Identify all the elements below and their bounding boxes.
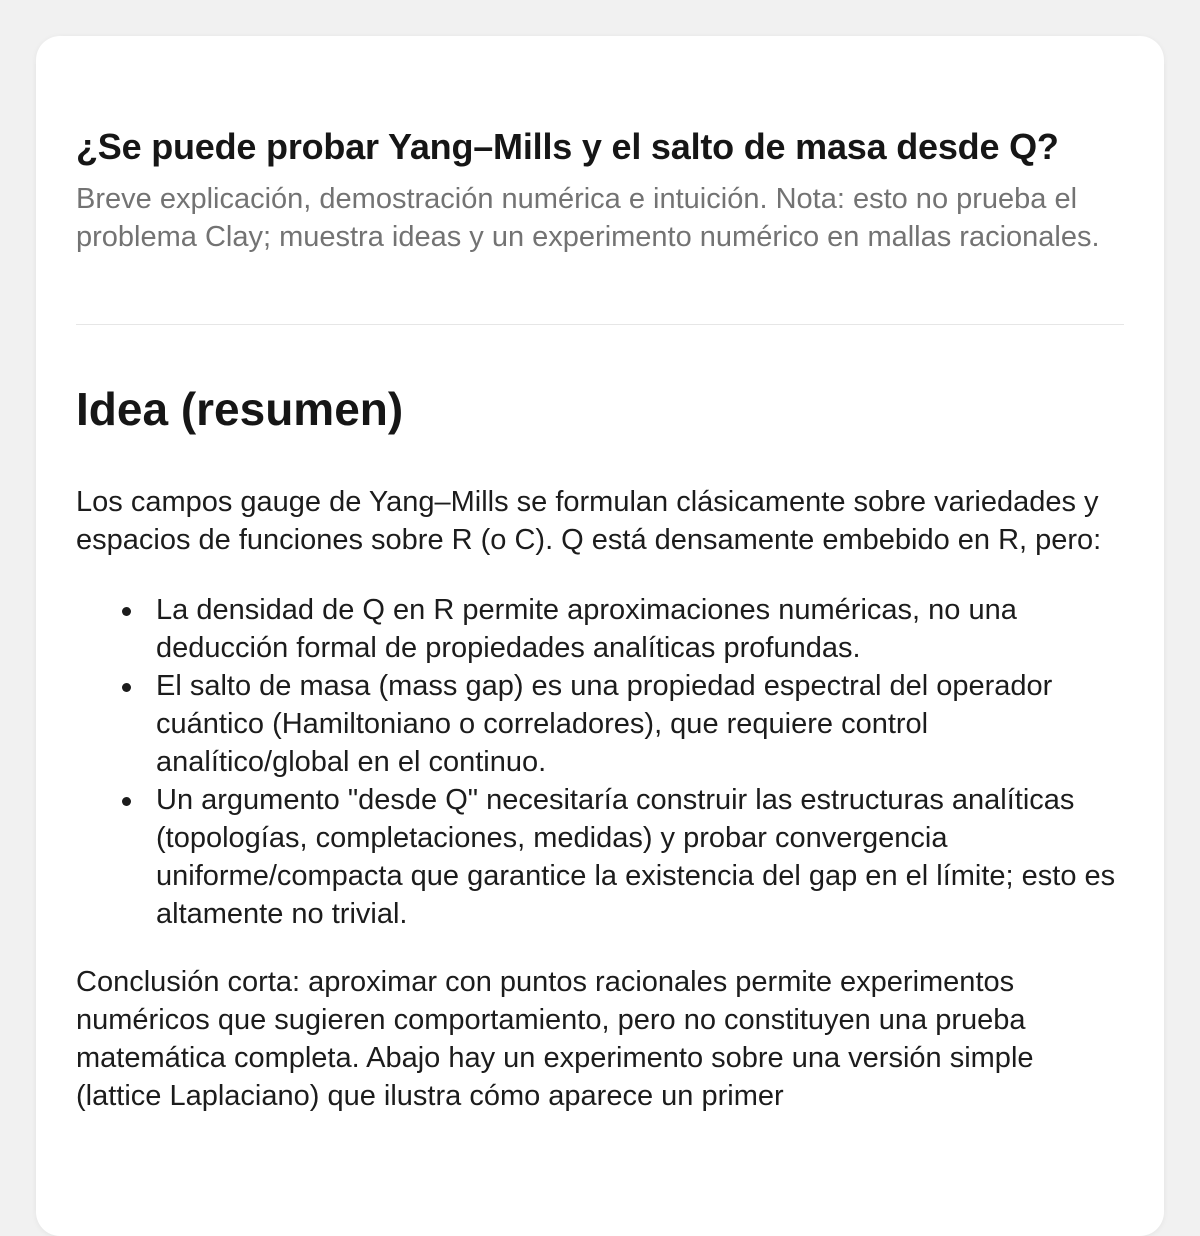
page-subtitle: Breve explicación, demostración numérica e intuición. Nota: esto no prueba el problema Clay; muestra ideas y un experimento numérico en mallas racionales.	[76, 183, 1100, 253]
intro-paragraph: Los campos gauge de Yang–Mills se formulan clásicamente sobre variedades y espacios de funciones sobre R (o C). Q está densamente embebido en R, pero:	[76, 486, 1102, 556]
header-divider	[76, 324, 1124, 325]
page-title: ¿Se puede probar Yang–Mills y el salto de masa desde Q?	[76, 126, 1059, 167]
bullet-list	[76, 591, 1124, 933]
list-item: El salto de masa (mass gap) es una propiedad espectral del operador cuántico (Hamiltoniano o correladores), que requiere control analítico/global en el continuo.	[156, 667, 1124, 781]
section-heading: Idea (resumen)	[76, 383, 404, 435]
list-item: Un argumento "desde Q" necesitaría construir las estructuras analíticas (topologías, completaciones, medidas) y probar convergencia uniforme/compacta que garantice la existencia del gap en el límite; esto es altamente no trivial.	[156, 781, 1124, 933]
content-card	[36, 36, 1164, 1236]
conclusion-paragraph: Conclusión corta: aproximar con puntos racionales permite experimentos numéricos que sugieren comportamiento, pero no constituyen una prueba matemática completa. Abajo hay un experimento sobre una versión simple (lattice Laplaciano) que ilustra cómo aparece un primer	[76, 966, 1034, 1112]
list-item: La densidad de Q en R permite aproximaciones numéricas, no una deducción formal de propiedades analíticas profundas.	[156, 591, 1124, 667]
